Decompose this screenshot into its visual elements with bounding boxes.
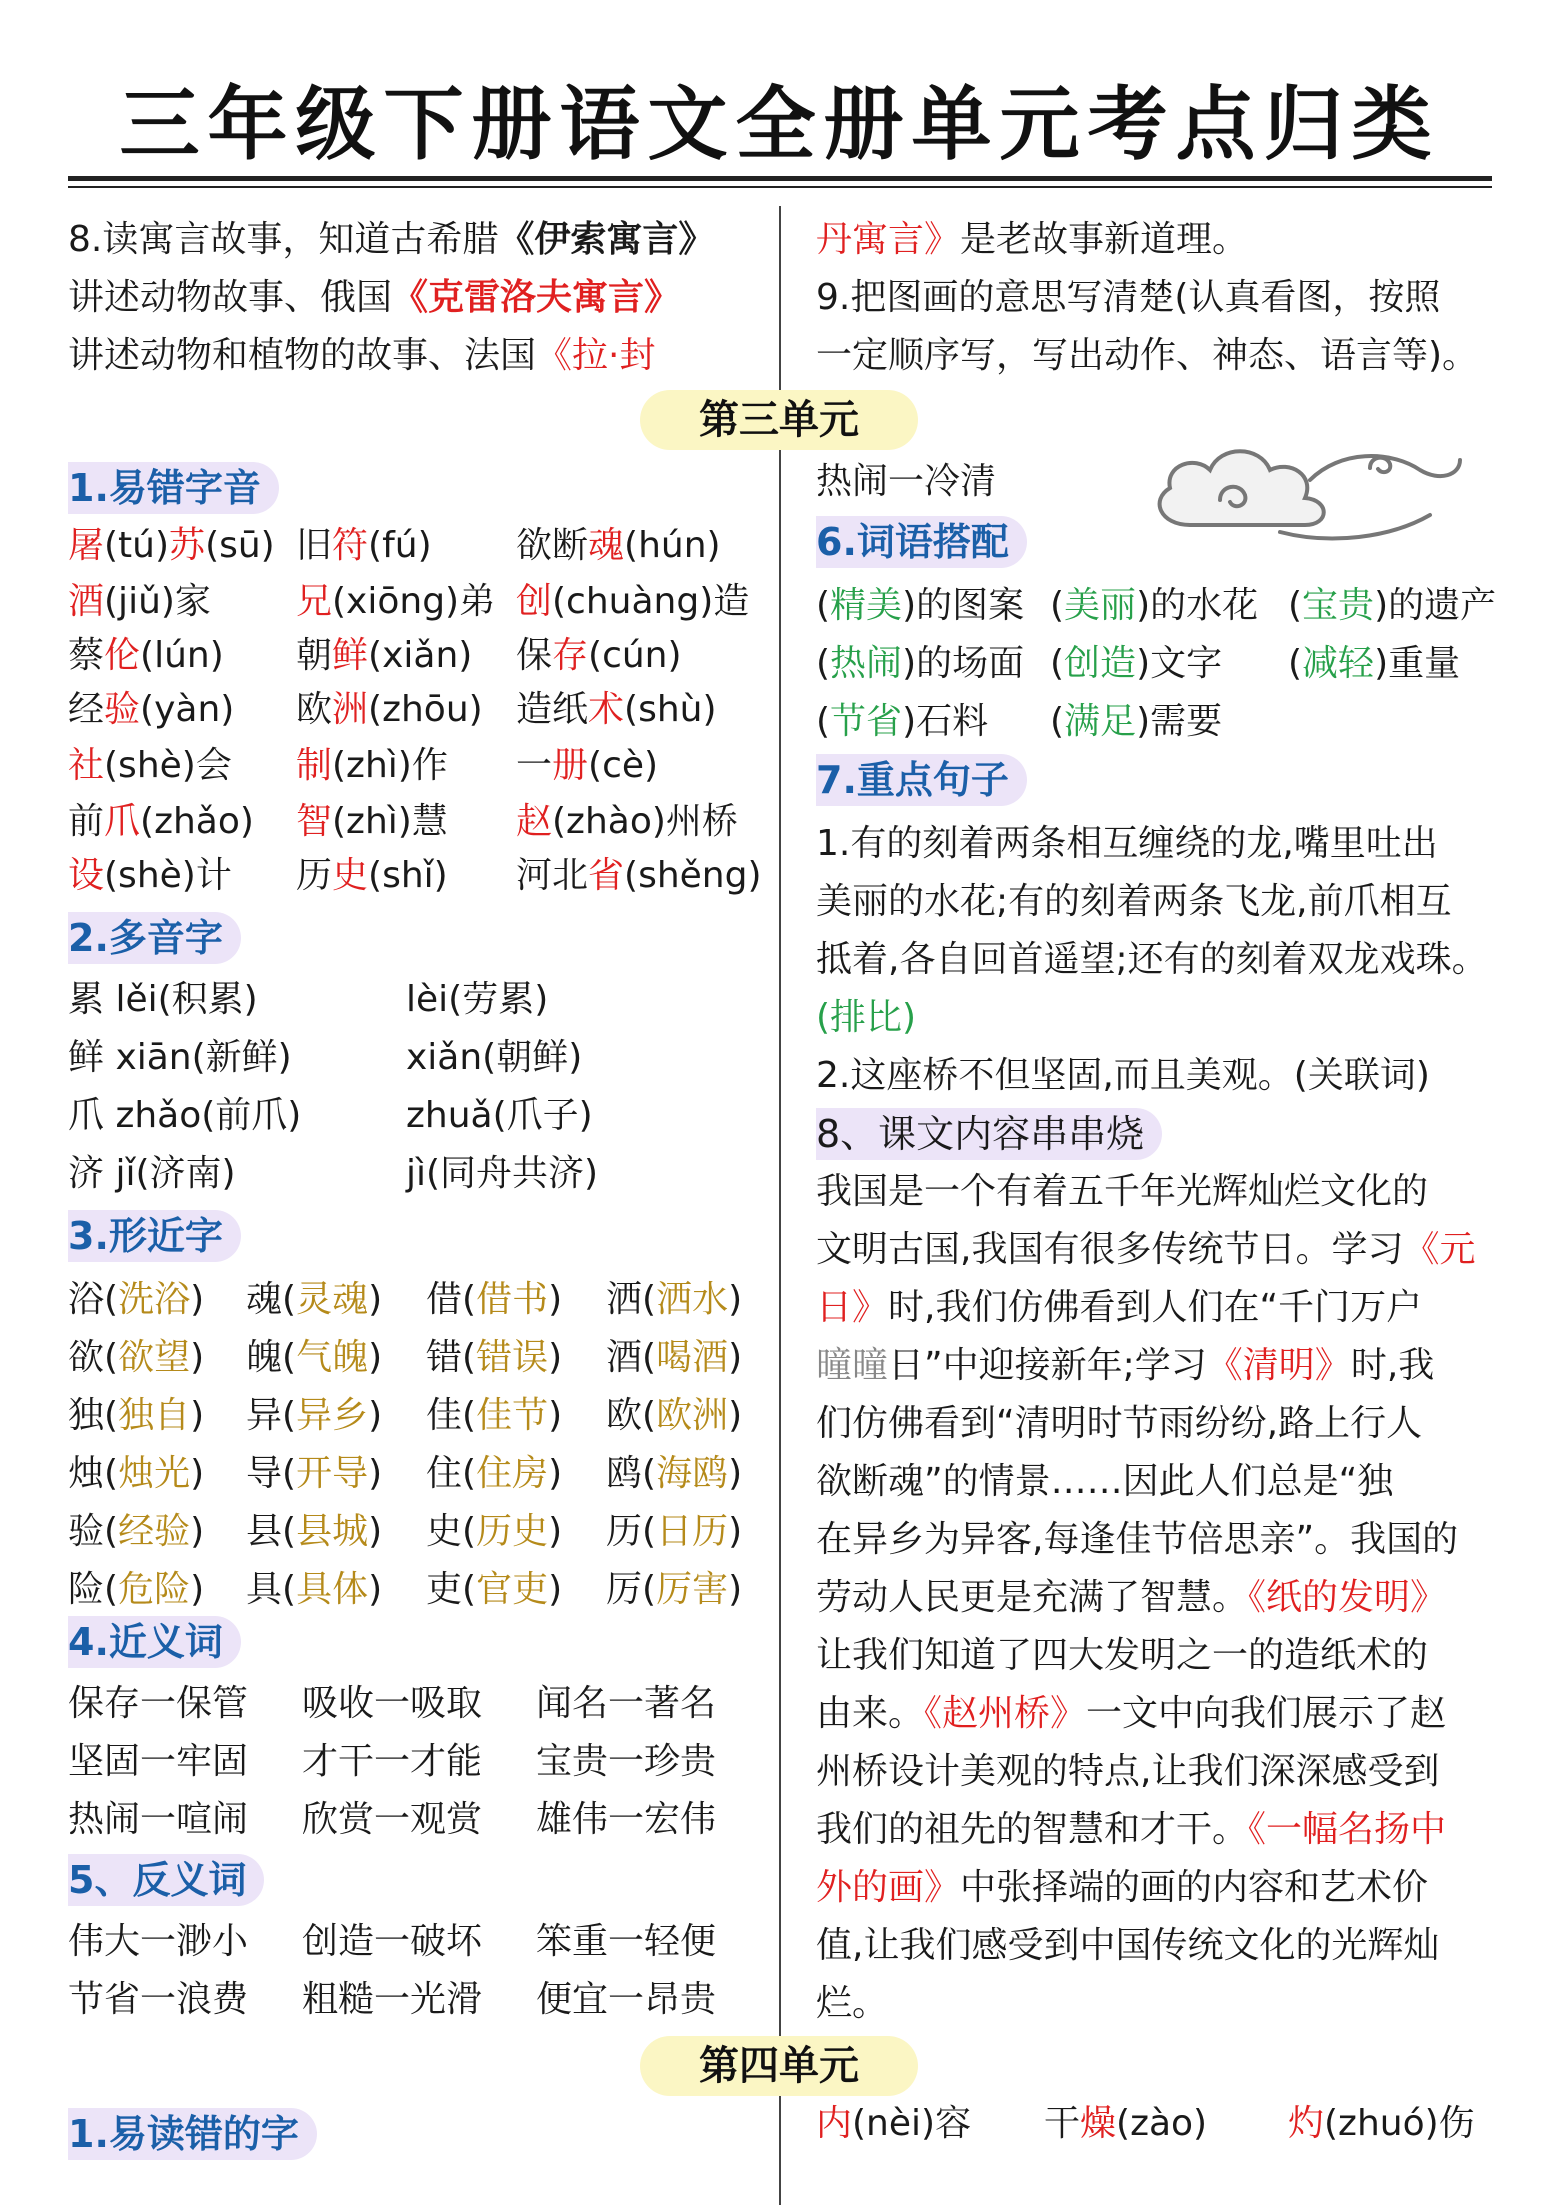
similar-char-item: 险(危险) bbox=[68, 1569, 205, 1610]
heading-text-summary: 8、课文内容串串烧 bbox=[816, 1108, 1162, 1160]
similar-char-item: 导(开导) bbox=[246, 1453, 383, 1494]
summary-line: 劳动人民更是充满了智慧。《纸的发明》 bbox=[816, 1577, 1447, 1618]
summary-line: 由来。《赵州桥》一文中向我们展示了赵 bbox=[816, 1693, 1447, 1734]
sentence-1-line-3: 抵着,各自回首遥望;还有的刻着双龙戏珠。 bbox=[816, 939, 1488, 980]
pron-item: 屠(tú)苏(sū) bbox=[68, 525, 275, 566]
pron-item: 朝鲜(xiǎn) bbox=[296, 635, 473, 676]
synonym-pair: 宝贵一珍贵 bbox=[536, 1741, 717, 1782]
book-title: 《克雷洛夫寓言》 bbox=[392, 277, 681, 318]
summary-line: 日》时,我们仿佛看到人们在“千门万户 bbox=[816, 1287, 1423, 1328]
synonym-pair: 雄伟一宏伟 bbox=[536, 1799, 717, 1840]
poly-item: jì(同舟共济) bbox=[406, 1153, 599, 1194]
pron-item: 兄(xiōng)弟 bbox=[296, 581, 496, 622]
pron-item: 河北省(shěng) bbox=[516, 855, 762, 896]
collocation-item: (宝贵)的遗产 bbox=[1288, 585, 1497, 626]
heading-error-pronunciation: 1.易错字音 bbox=[68, 462, 279, 514]
text: 讲述动物故事、俄国 bbox=[68, 277, 393, 318]
poly-item: 爪 zhǎo(前爪) bbox=[68, 1095, 302, 1136]
pron-item: 一册(cè) bbox=[516, 745, 659, 786]
similar-char-item: 县(县城) bbox=[246, 1511, 383, 1552]
heading-polyphones: 2.多音字 bbox=[68, 912, 241, 964]
text: 讲述动物和植物的故事、法国 bbox=[68, 335, 537, 376]
u4-pron-item: 灼(zhuó)伤 bbox=[1288, 2103, 1475, 2144]
synonym-pair: 坚固一牢固 bbox=[68, 1741, 249, 1782]
title-rule-thin bbox=[68, 186, 1492, 188]
antonym-pair: 创造一破坏 bbox=[302, 1921, 483, 1962]
summary-line: 们仿佛看到“清明时节雨纷纷,路上行人 bbox=[816, 1403, 1423, 1444]
pron-item: 旧符(fú) bbox=[296, 525, 432, 566]
synonym-pair: 才干一才能 bbox=[302, 1741, 483, 1782]
heading-key-sentences: 7.重点句子 bbox=[816, 754, 1027, 806]
poly-item: xiǎn(朝鲜) bbox=[406, 1037, 583, 1078]
page-title: 三年级下册语文全册单元考点归类 bbox=[119, 78, 1440, 171]
pron-item: 蔡伦(lún) bbox=[68, 635, 224, 676]
summary-line: 值,让我们感受到中国传统文化的光辉灿 bbox=[816, 1925, 1440, 1966]
synonym-pair: 欣赏一观赏 bbox=[302, 1799, 483, 1840]
poly-item: lèi(劳累) bbox=[406, 979, 549, 1020]
right-antonym-tail: 热闹一冷清 bbox=[816, 461, 997, 502]
similar-char-item: 魄(气魄) bbox=[246, 1337, 383, 1378]
similar-char-item: 厉(厉害) bbox=[606, 1569, 743, 1610]
similar-char-item: 欲(欲望) bbox=[68, 1337, 205, 1378]
text: 8.读寓言故事，知道古希腊 bbox=[68, 219, 499, 260]
similar-char-item: 魂(灵魂) bbox=[246, 1279, 383, 1320]
book-title: 《拉·封 bbox=[536, 335, 656, 376]
similar-char-item: 异(异乡) bbox=[246, 1395, 383, 1436]
antonym-pair: 伟大一渺小 bbox=[68, 1921, 249, 1962]
sentence-1-line-1: 1.有的刻着两条相互缠绕的龙,嘴里吐出 bbox=[816, 823, 1438, 864]
synonym-pair: 吸收一吸取 bbox=[302, 1683, 483, 1724]
sentence-1-tag: (排比) bbox=[816, 997, 917, 1038]
collocation-item: (减轻)重量 bbox=[1288, 643, 1461, 684]
pron-item: 历史(shǐ) bbox=[296, 855, 448, 896]
poly-item: 累 lěi(积累) bbox=[68, 979, 258, 1020]
right-top-line-3: 一定顺序写，写出动作、神态、语言等)。 bbox=[816, 335, 1479, 376]
similar-char-item: 酒(喝酒) bbox=[606, 1337, 743, 1378]
summary-line: 我们的祖先的智慧和才干。《一幅名扬中 bbox=[816, 1809, 1447, 1850]
heading-similar-chars: 3.形近字 bbox=[68, 1210, 241, 1262]
pron-item: 造纸术(shù) bbox=[516, 689, 717, 730]
collocation-item: (节省)石料 bbox=[816, 701, 989, 742]
right-top-line-2: 9.把图画的意思写清楚(认真看图，按照 bbox=[816, 277, 1441, 318]
summary-line: 我国是一个有着五千年光辉灿烂文化的 bbox=[816, 1171, 1429, 1212]
left-top-line-3 bbox=[68, 332, 655, 380]
similar-char-item: 独(独自) bbox=[68, 1395, 205, 1436]
u4-pron-item: 干燥(zào) bbox=[1044, 2103, 1208, 2144]
poly-item: 济 jǐ(济南) bbox=[68, 1153, 236, 1194]
poly-item: 鲜 xiān(新鲜) bbox=[68, 1037, 292, 1078]
similar-char-item: 佳(佳节) bbox=[426, 1395, 563, 1436]
pron-item: 创(chuàng)造 bbox=[516, 581, 750, 622]
similar-char-item: 欧(欧洲) bbox=[606, 1395, 743, 1436]
book-title: 丹寓言》 bbox=[816, 219, 961, 260]
u4-pron-item: 内(nèi)容 bbox=[816, 2103, 972, 2144]
synonym-pair: 保存一保管 bbox=[68, 1683, 249, 1724]
left-top-line-2 bbox=[68, 274, 680, 322]
similar-char-item: 借(借书) bbox=[426, 1279, 563, 1320]
similar-char-item: 错(错误) bbox=[426, 1337, 563, 1378]
similar-char-item: 史(历史) bbox=[426, 1511, 563, 1552]
unit-3-banner: 第三单元 bbox=[640, 390, 918, 450]
summary-line: 欲断魂”的情景……因此人们总是“独 bbox=[816, 1461, 1394, 1502]
heading-collocations: 6.词语搭配 bbox=[816, 516, 1027, 568]
pron-item: 制(zhì)作 bbox=[296, 745, 448, 786]
similar-char-item: 住(住房) bbox=[426, 1453, 563, 1494]
summary-line: 州桥设计美观的特点,让我们深深感受到 bbox=[816, 1751, 1440, 1792]
collocation-item: (精美)的图案 bbox=[816, 585, 1025, 626]
similar-char-item: 烛(烛光) bbox=[68, 1453, 205, 1494]
sentence-2: 2.这座桥不但坚固,而且美观。(关联词) bbox=[816, 1055, 1430, 1096]
pron-item: 社(shè)会 bbox=[68, 745, 232, 786]
poly-item: zhuǎ(爪子) bbox=[406, 1095, 593, 1136]
pron-item: 设(shè)计 bbox=[68, 855, 232, 896]
left-top-line-1 bbox=[68, 216, 714, 264]
collocation-item: (创造)文字 bbox=[1050, 643, 1223, 684]
similar-char-item: 浴(洗浴) bbox=[68, 1279, 205, 1320]
pron-item: 赵(zhào)州桥 bbox=[516, 801, 738, 842]
unit-4-banner: 第四单元 bbox=[640, 2036, 918, 2096]
synonym-pair: 闻名一著名 bbox=[536, 1683, 717, 1724]
pron-item: 经验(yàn) bbox=[68, 689, 235, 730]
summary-line: 让我们知道了四大发明之一的造纸术的 bbox=[816, 1635, 1429, 1676]
collocation-item: (美丽)的水花 bbox=[1050, 585, 1259, 626]
pron-item: 欲断魂(hún) bbox=[516, 525, 721, 566]
similar-char-item: 鸥(海鸥) bbox=[606, 1453, 743, 1494]
similar-char-item: 具(具体) bbox=[246, 1569, 383, 1610]
similar-char-item: 洒(洒水) bbox=[606, 1279, 743, 1320]
synonym-pair: 热闹一喧闹 bbox=[68, 1799, 249, 1840]
pron-item: 酒(jiǔ)家 bbox=[68, 581, 211, 622]
antonym-pair: 粗糙一光滑 bbox=[302, 1979, 483, 2020]
title-rule-thick bbox=[68, 176, 1492, 181]
summary-line: 在异乡为异客,每逢佳节倍思亲”。我国的 bbox=[816, 1519, 1459, 1560]
heading-antonyms: 5、反义词 bbox=[68, 1854, 264, 1906]
collocation-item: (满足)需要 bbox=[1050, 701, 1223, 742]
summary-line: 外的画》中张择端的画的内容和艺术价 bbox=[816, 1867, 1429, 1908]
pron-item: 欧洲(zhōu) bbox=[296, 689, 483, 730]
right-top-line-1 bbox=[816, 216, 1248, 264]
pron-item: 前爪(zhǎo) bbox=[68, 801, 254, 842]
pron-item: 智(zhì)慧 bbox=[296, 801, 448, 842]
summary-line: 文明古国,我国有很多传统节日。学习《元 bbox=[816, 1229, 1476, 1270]
sentence-1-line-2: 美丽的水花;有的刻着两条飞龙,前爪相互 bbox=[816, 881, 1452, 922]
similar-char-item: 验(经验) bbox=[68, 1511, 205, 1552]
heading-misread-chars: 1.易读错的字 bbox=[68, 2108, 317, 2160]
pron-item: 保存(cún) bbox=[516, 635, 682, 676]
summary-line: 曈曈日”中迎接新年;学习《清明》时,我 bbox=[816, 1345, 1435, 1386]
antonym-pair: 节省一浪费 bbox=[68, 1979, 249, 2020]
collocation-item: (热闹)的场面 bbox=[816, 643, 1025, 684]
similar-char-item: 历(日历) bbox=[606, 1511, 743, 1552]
antonym-pair: 笨重一轻便 bbox=[536, 1921, 717, 1962]
heading-synonyms: 4.近义词 bbox=[68, 1616, 241, 1668]
antonym-pair: 便宜一昂贵 bbox=[536, 1979, 717, 2020]
similar-char-item: 吏(官吏) bbox=[426, 1569, 563, 1610]
book-title: 《伊索寓言》 bbox=[498, 219, 715, 260]
cloud-decoration-icon bbox=[1130, 420, 1470, 550]
column-divider bbox=[779, 206, 781, 2205]
summary-line: 烂。 bbox=[816, 1983, 889, 2024]
text: 是老故事新道理。 bbox=[960, 219, 1249, 260]
